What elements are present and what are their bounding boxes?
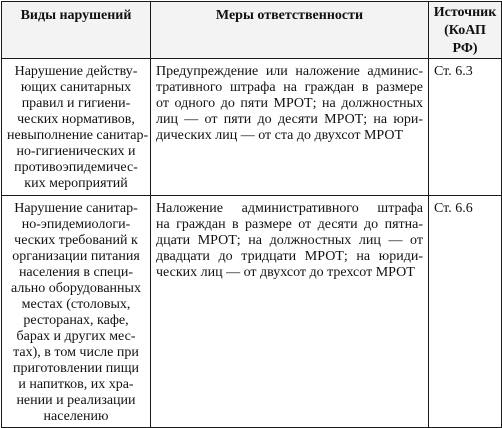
violation-line: ющих санитарных <box>20 80 132 95</box>
violation-line: Нарушение действу- <box>14 64 138 79</box>
responsibility-table <box>1 1 502 428</box>
measures-line: Наложение административного штрафа <box>156 201 423 216</box>
header-measures-label: Меры ответственности <box>215 8 364 23</box>
violation-line: ких мероприятий <box>24 176 128 191</box>
header-violation-label: Виды нарушений <box>20 8 132 23</box>
source-article: Ст. 6.3 <box>434 64 473 79</box>
measures-line: на граждан в размере от десяти до пятна- <box>156 217 423 232</box>
header-source-line: Источник <box>433 5 497 20</box>
header-measures <box>151 2 429 59</box>
violation-line: барах и других мес- <box>16 329 136 344</box>
measures-cell <box>151 59 429 196</box>
header-violation-types <box>2 2 151 59</box>
violation-line: ческих требований к <box>14 233 138 248</box>
source-article: Ст. 6.6 <box>434 201 473 216</box>
measures-line: ческих лиц — от двухсот до трехсот МРОТ <box>156 265 415 280</box>
measures-line: лиц — от пяти до десяти МРОТ; на юри- <box>156 112 423 127</box>
violation-line: населения в специ- <box>18 265 134 280</box>
violation-cell <box>2 59 151 196</box>
measures-line: дцати МРОТ; на должностных лиц — от <box>156 233 423 248</box>
measures-line: дических лиц — от ста до двухсот МРОТ <box>156 128 404 143</box>
violation-line: нении и реализации <box>16 393 136 408</box>
violation-line: но-эпидемиологи- <box>21 217 131 232</box>
header-source-line: РФ) <box>452 41 478 56</box>
violation-line: правил и гигиени- <box>21 96 131 111</box>
violation-line: ресторанах, кафе, <box>23 313 129 328</box>
table-row <box>2 59 502 196</box>
source-cell <box>429 59 502 196</box>
measures-line: Предупреждение или наложение админис- <box>156 64 423 79</box>
table-row <box>2 196 502 428</box>
header-source <box>429 2 502 59</box>
table-header-row <box>2 2 502 59</box>
violation-line: но-гигиенических и <box>16 144 136 159</box>
violation-line: Нарушение санитар- <box>14 201 138 216</box>
violation-line: приготовлении пищи <box>13 361 139 376</box>
violation-line: тах), в том числе при <box>13 345 139 360</box>
header-source-label <box>429 2 501 58</box>
measures-line: от одного до пяти МРОТ; на должностных <box>156 96 423 111</box>
violation-line: населению <box>43 409 109 424</box>
violation-line: местах (столовых, <box>21 297 131 312</box>
measures-cell <box>151 196 429 428</box>
source-cell <box>429 196 502 428</box>
violation-line: и напитков, их хра- <box>18 377 134 392</box>
violation-line: невыполнение санитар- <box>7 128 149 143</box>
measures-line: тративного штрафа на граждан в размере <box>156 80 423 95</box>
violation-line: организации питания <box>12 249 140 264</box>
violation-line: ческих нормативов, <box>17 112 135 127</box>
header-source-line: (КоАП <box>444 23 486 38</box>
measures-line: двадцати до тридцати МРОТ; на юриди- <box>156 249 423 264</box>
violation-cell <box>2 196 151 428</box>
violation-line: ально оборудованных <box>11 281 141 296</box>
violation-line: противоэпидемичес- <box>14 160 138 175</box>
